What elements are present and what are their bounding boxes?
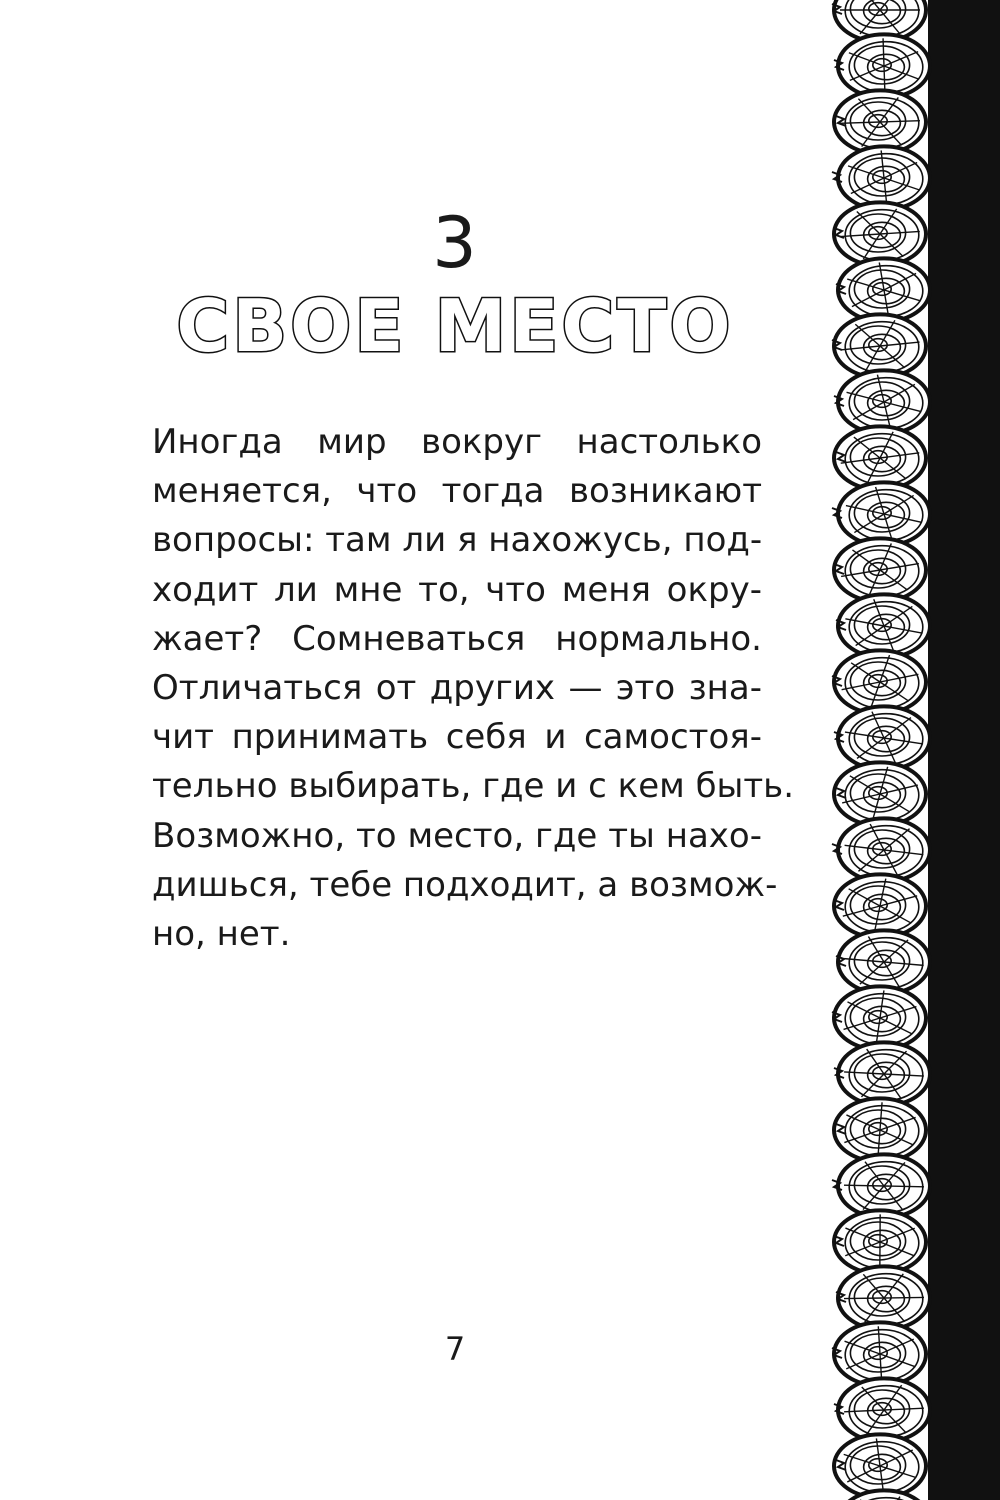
body-text <box>152 418 795 959</box>
body-line: Отличаться от других — это зна- <box>152 668 762 709</box>
decorative-border-strip <box>828 0 1000 1500</box>
tree-ring-log-icon <box>836 1266 930 1329</box>
tree-ring-log-icon <box>832 1154 930 1217</box>
body-line: Иногда мир вокруг настолько <box>152 422 762 462</box>
tree-ring-log-icon <box>834 90 926 153</box>
tree-ring-log-icon <box>832 650 926 713</box>
body-line: жает? Сомневаться нормально. <box>152 618 762 659</box>
body-line: но, нет. <box>152 914 291 955</box>
tree-ring-log-icon <box>832 314 926 377</box>
tree-ring-log-icon <box>834 874 926 937</box>
tree-ring-log-icon <box>836 258 930 321</box>
border-dark-band <box>928 0 1000 1500</box>
tree-ring-log-icon <box>834 1434 926 1497</box>
body-line: тельно выбирать, где и с кем быть. <box>152 766 795 807</box>
page-number: 7 <box>444 1330 466 1368</box>
tree-ring-log-icon <box>836 594 930 657</box>
body-line: дишься, тебе подходит, а возмож- <box>152 864 778 905</box>
body-line: Возможно, то место, где ты нахо- <box>152 815 762 856</box>
tree-ring-log-icon <box>832 818 930 881</box>
tree-ring-log-icon <box>832 146 930 209</box>
tree-ring-log-icon <box>834 202 926 265</box>
body-line: чит принимать себя и самостоя- <box>152 717 762 758</box>
body-line: вопросы: там ли я нахожусь, под- <box>152 520 763 561</box>
chapter-title: СВОЕ МЕСТО <box>176 284 734 368</box>
tree-ring-log-icon <box>834 426 926 489</box>
tree-ring-log-icon <box>834 1098 926 1161</box>
tree-ring-log-icon <box>834 1210 926 1273</box>
tree-ring-log-icon <box>834 370 930 433</box>
chapter-number: 3 <box>432 202 478 284</box>
tree-ring-log-icon <box>836 930 930 993</box>
tree-ring-log-icon <box>834 1378 930 1441</box>
tree-ring-log-icon <box>832 986 926 1049</box>
tree-ring-log-icon <box>834 538 926 601</box>
tree-ring-log-icon <box>834 762 926 825</box>
tree-ring-log-icon <box>832 1490 930 1500</box>
tree-ring-log-icon <box>834 706 930 769</box>
body-line: ходит ли мне то, что меня окру- <box>152 569 762 610</box>
body-line: меняется, что тогда возникают <box>152 471 762 512</box>
tree-ring-log-icon <box>832 0 930 1500</box>
tree-ring-log-icon <box>834 1042 930 1105</box>
tree-ring-log-icon <box>832 482 930 545</box>
tree-ring-log-icon <box>832 1322 926 1385</box>
tree-ring-log-icon <box>834 34 930 97</box>
